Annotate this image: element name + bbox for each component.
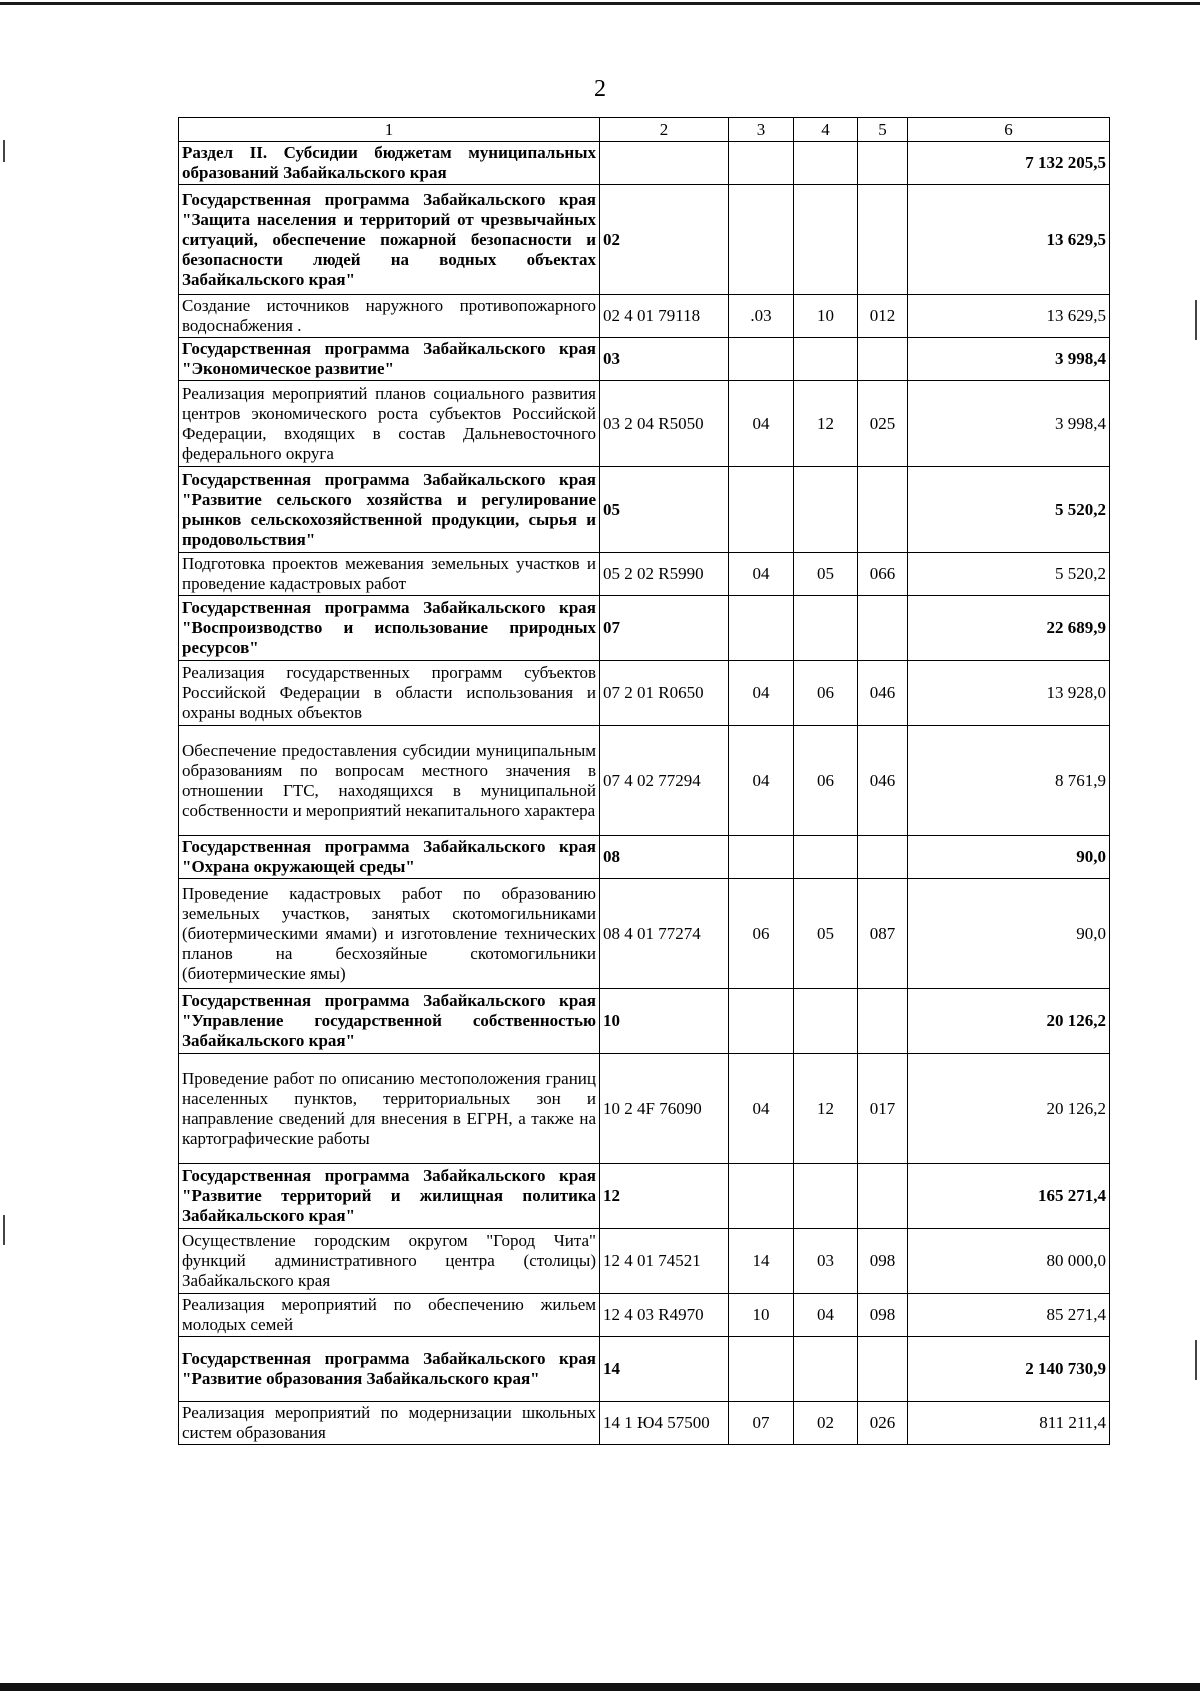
row-name-cell: Создание источников наружного противопожарного водоснабжения . — [179, 295, 600, 338]
column-header: 1 — [179, 118, 600, 142]
row-col3-cell: 07 — [729, 1402, 794, 1445]
table-row — [179, 142, 1110, 185]
row-col4-cell — [794, 836, 858, 879]
row-code-cell: 08 — [600, 836, 729, 879]
column-header: 5 — [858, 118, 908, 142]
table-row — [179, 596, 1110, 661]
table-row — [179, 1294, 1110, 1337]
column-header: 4 — [794, 118, 858, 142]
row-col3-cell: 06 — [729, 879, 794, 989]
row-col4-cell: 04 — [794, 1294, 858, 1337]
row-name-cell: Государственная программа Забайкальского края "Защита населения и территорий от чрезвычайных ситуаций, обеспечение пожарной безопасности и безопасности людей на водных объектах Забайкальского края" — [179, 185, 600, 295]
row-col3-cell: 14 — [729, 1229, 794, 1294]
table-row — [179, 879, 1110, 989]
row-name-cell: Государственная программа Забайкальского края "Развитие образования Забайкальского края" — [179, 1337, 600, 1402]
column-header: 2 — [600, 118, 729, 142]
page-number: 2 — [594, 76, 606, 102]
row-amount-cell: 5 520,2 — [908, 467, 1110, 553]
row-col5-cell: 025 — [858, 381, 908, 467]
row-amount-cell: 80 000,0 — [908, 1229, 1110, 1294]
row-amount-cell: 90,0 — [908, 879, 1110, 989]
row-code-cell: 08 4 01 77274 — [600, 879, 729, 989]
budget-table — [178, 117, 1110, 1445]
row-col4-cell — [794, 338, 858, 381]
table-row — [179, 467, 1110, 553]
row-col4-cell: 06 — [794, 661, 858, 726]
row-amount-cell: 3 998,4 — [908, 338, 1110, 381]
column-header: 3 — [729, 118, 794, 142]
row-col3-cell — [729, 185, 794, 295]
table-row — [179, 1229, 1110, 1294]
row-amount-cell: 22 689,9 — [908, 596, 1110, 661]
table-row — [179, 661, 1110, 726]
table-row — [179, 1164, 1110, 1229]
row-col4-cell: 12 — [794, 381, 858, 467]
row-col4-cell — [794, 1164, 858, 1229]
table-row — [179, 726, 1110, 836]
row-amount-cell: 7 132 205,5 — [908, 142, 1110, 185]
row-code-cell: 03 — [600, 338, 729, 381]
row-code-cell: 02 — [600, 185, 729, 295]
row-amount-cell: 20 126,2 — [908, 1054, 1110, 1164]
table-row — [179, 836, 1110, 879]
row-col4-cell — [794, 989, 858, 1054]
row-name-cell: Реализация мероприятий планов социального развития центров экономического роста субъектов Российской Федерации, входящих в состав Дальневосточного федерального округа — [179, 381, 600, 467]
row-amount-cell: 13 629,5 — [908, 295, 1110, 338]
table-row — [179, 1337, 1110, 1402]
row-code-cell: 02 4 01 79118 — [600, 295, 729, 338]
table-row — [179, 989, 1110, 1054]
row-name-cell: Осуществление городским округом "Город Чита" функций административного центра (столицы) Забайкальского края — [179, 1229, 600, 1294]
row-code-cell: 14 — [600, 1337, 729, 1402]
row-col5-cell: 098 — [858, 1294, 908, 1337]
row-name-cell: Раздел II. Субсидии бюджетам муниципальных образований Забайкальского края — [179, 142, 600, 185]
row-code-cell: 03 2 04 R5050 — [600, 381, 729, 467]
row-amount-cell: 13 928,0 — [908, 661, 1110, 726]
scan-bottom-border — [0, 1683, 1200, 1691]
row-col5-cell — [858, 1164, 908, 1229]
row-col4-cell — [794, 596, 858, 661]
row-name-cell: Государственная программа Забайкальского края "Воспроизводство и использование природных ресурсов" — [179, 596, 600, 661]
row-amount-cell: 165 271,4 — [908, 1164, 1110, 1229]
row-col5-cell: 012 — [858, 295, 908, 338]
row-code-cell: 14 1 Ю4 57500 — [600, 1402, 729, 1445]
table-row — [179, 185, 1110, 295]
row-col5-cell: 017 — [858, 1054, 908, 1164]
row-col3-cell — [729, 1337, 794, 1402]
row-col5-cell: 046 — [858, 661, 908, 726]
row-code-cell: 12 — [600, 1164, 729, 1229]
row-name-cell: Обеспечение предоставления субсидии муниципальным образованиям по вопросам местного значения в отношении ГТС, находящихся в муниципальной собственности и мероприятий некапитального характера — [179, 726, 600, 836]
row-col4-cell: 05 — [794, 879, 858, 989]
row-code-cell: 05 — [600, 467, 729, 553]
row-code-cell: 07 2 01 R0650 — [600, 661, 729, 726]
row-amount-cell: 13 629,5 — [908, 185, 1110, 295]
row-col3-cell — [729, 142, 794, 185]
row-amount-cell: 5 520,2 — [908, 553, 1110, 596]
row-col4-cell: 02 — [794, 1402, 858, 1445]
row-name-cell: Государственная программа Забайкальского края "Охрана окружающей среды" — [179, 836, 600, 879]
row-col4-cell: 03 — [794, 1229, 858, 1294]
row-name-cell: Реализация мероприятий по модернизации школьных систем образования — [179, 1402, 600, 1445]
row-col3-cell — [729, 989, 794, 1054]
scan-right-mark — [1195, 1340, 1197, 1380]
scan-top-border — [0, 2, 1200, 5]
row-amount-cell: 90,0 — [908, 836, 1110, 879]
row-col3-cell — [729, 1164, 794, 1229]
row-amount-cell: 20 126,2 — [908, 989, 1110, 1054]
row-col4-cell: 10 — [794, 295, 858, 338]
row-code-cell: 07 — [600, 596, 729, 661]
row-col4-cell — [794, 1337, 858, 1402]
column-header: 6 — [908, 118, 1110, 142]
row-name-cell: Реализация государственных программ субъектов Российской Федерации в области использования и охраны водных объектов — [179, 661, 600, 726]
row-col4-cell — [794, 185, 858, 295]
row-col4-cell: 06 — [794, 726, 858, 836]
row-col3-cell — [729, 338, 794, 381]
row-name-cell: Проведение кадастровых работ по образованию земельных участков, занятых скотомогильниками (биотермическими ямами) и изготовление технических планов на бесхозяйные скотомогильники (биотермические ямы) — [179, 879, 600, 989]
row-col3-cell: 04 — [729, 726, 794, 836]
row-amount-cell: 3 998,4 — [908, 381, 1110, 467]
row-col5-cell — [858, 185, 908, 295]
row-col5-cell: 066 — [858, 553, 908, 596]
row-col5-cell — [858, 836, 908, 879]
row-col3-cell — [729, 836, 794, 879]
row-col5-cell — [858, 989, 908, 1054]
row-col3-cell: 10 — [729, 1294, 794, 1337]
row-col5-cell: 098 — [858, 1229, 908, 1294]
row-name-cell: Реализация мероприятий по обеспечению жильем молодых семей — [179, 1294, 600, 1337]
table-row — [179, 1054, 1110, 1164]
row-code-cell: 10 2 4F 76090 — [600, 1054, 729, 1164]
row-code-cell — [600, 142, 729, 185]
row-code-cell: 10 — [600, 989, 729, 1054]
row-col3-cell: .03 — [729, 295, 794, 338]
row-name-cell: Государственная программа Забайкальского края "Развитие сельского хозяйства и регулирование рынков сельскохозяйственной продукции, сырья и продовольствия" — [179, 467, 600, 553]
scan-left-mark — [3, 1215, 5, 1245]
row-col5-cell: 087 — [858, 879, 908, 989]
row-amount-cell: 85 271,4 — [908, 1294, 1110, 1337]
row-col5-cell — [858, 142, 908, 185]
table-header-row — [179, 118, 1110, 142]
row-col4-cell: 05 — [794, 553, 858, 596]
table-row — [179, 338, 1110, 381]
row-code-cell: 12 4 03 R4970 — [600, 1294, 729, 1337]
row-amount-cell: 811 211,4 — [908, 1402, 1110, 1445]
row-col5-cell — [858, 596, 908, 661]
row-col4-cell — [794, 467, 858, 553]
row-name-cell: Государственная программа Забайкальского края "Экономическое развитие" — [179, 338, 600, 381]
row-name-cell: Государственная программа Забайкальского края "Управление государственной собственностью Забайкальского края" — [179, 989, 600, 1054]
row-col5-cell — [858, 1337, 908, 1402]
row-col3-cell — [729, 596, 794, 661]
scan-right-mark — [1195, 300, 1197, 340]
row-code-cell: 12 4 01 74521 — [600, 1229, 729, 1294]
row-col5-cell: 046 — [858, 726, 908, 836]
table-row — [179, 295, 1110, 338]
row-amount-cell: 2 140 730,9 — [908, 1337, 1110, 1402]
row-col5-cell: 026 — [858, 1402, 908, 1445]
row-col3-cell: 04 — [729, 553, 794, 596]
row-col5-cell — [858, 338, 908, 381]
table-row — [179, 553, 1110, 596]
row-col4-cell: 12 — [794, 1054, 858, 1164]
row-col3-cell: 04 — [729, 661, 794, 726]
row-name-cell: Проведение работ по описанию местоположения границ населенных пунктов, территориальных зон и направление сведений для внесения в ЕГРН, а также на картографические работы — [179, 1054, 600, 1164]
row-name-cell: Подготовка проектов межевания земельных участков и проведение кадастровых работ — [179, 553, 600, 596]
row-col4-cell — [794, 142, 858, 185]
row-col5-cell — [858, 467, 908, 553]
table-row — [179, 381, 1110, 467]
scan-left-mark — [3, 140, 5, 162]
row-name-cell: Государственная программа Забайкальского края "Развитие территорий и жилищная политика Забайкальского края" — [179, 1164, 600, 1229]
row-code-cell: 07 4 02 77294 — [600, 726, 729, 836]
table-row — [179, 1402, 1110, 1445]
row-amount-cell: 8 761,9 — [908, 726, 1110, 836]
row-code-cell: 05 2 02 R5990 — [600, 553, 729, 596]
row-col3-cell — [729, 467, 794, 553]
row-col3-cell: 04 — [729, 381, 794, 467]
row-col3-cell: 04 — [729, 1054, 794, 1164]
